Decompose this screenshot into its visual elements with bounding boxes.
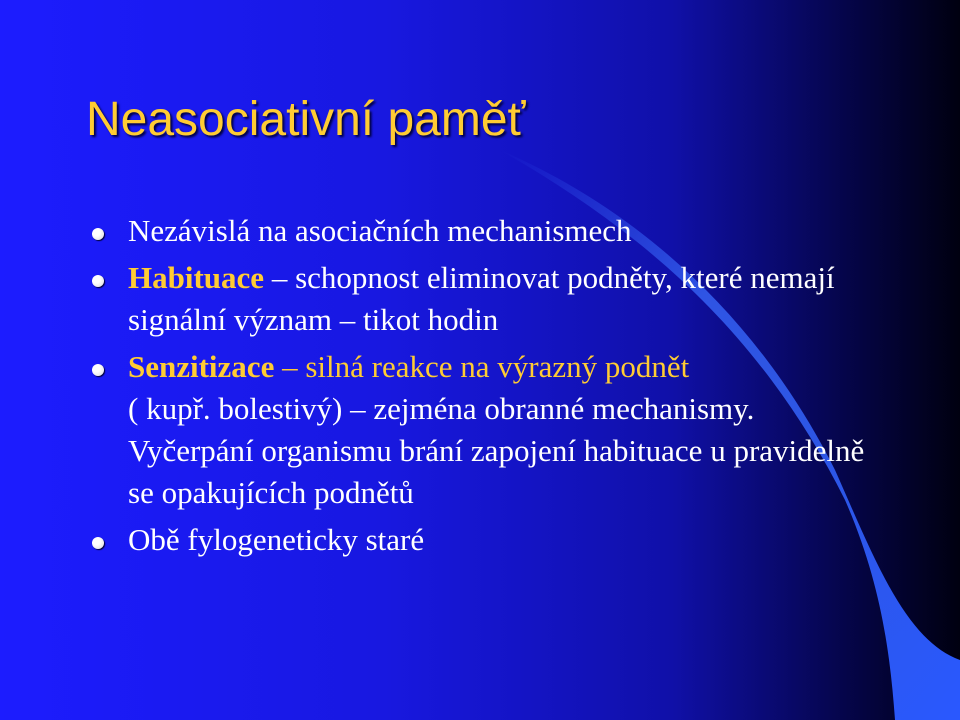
bullet-dot-icon [92,228,104,240]
term-habituace: Habituace [128,260,265,295]
term-separator: – [274,349,306,384]
bullet-item [92,346,872,388]
bullet-item [92,519,872,561]
bullet-dot-icon [92,364,104,376]
bullet-text-highlight: silná reakce na výrazný podnět [305,349,690,384]
bullet-item [92,210,872,252]
bullet-text: Nezávislá na asociačních mechanismech [128,213,632,248]
bullet-list [92,210,872,561]
term-senzitizace: Senzitizace [128,349,275,384]
continuation-paragraph [92,388,872,514]
term-separator: – [264,260,296,295]
bullet-dot-icon [92,537,104,549]
bullet-text: Obě fylogeneticky staré [128,522,425,557]
bullet-text: schopnost eliminovat podněty, které nemají signální význam – tikot hodin [128,260,835,337]
bullet-text: ( kupř. bolestivý) – zejména obranné mechanismy. Vyčerpání organismu brání zapojení habituace u pravidelně se opakujících podnětů [128,391,865,510]
slide-title: Neasociativní paměť [86,93,526,146]
bullet-dot-icon [92,275,104,287]
bullet-item [92,257,872,341]
